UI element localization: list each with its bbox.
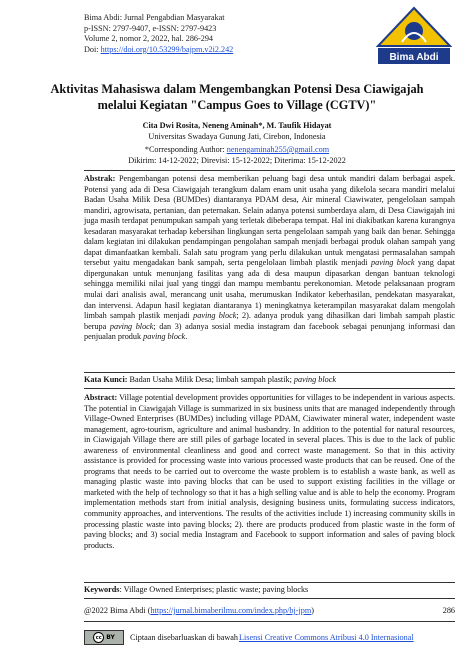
abstrak-label: Abstrak: xyxy=(84,174,116,183)
journal-volume: Volume 2, nomor 2, 2022, hal. 286-294 xyxy=(84,34,214,44)
kata-kunci-line: Kata Kunci: Badan Usaha Milik Desa; limbah sampah plastik; paving block xyxy=(84,375,336,384)
journal-name: Bima Abdi: Jurnal Pengabdian Masyarakat xyxy=(84,13,225,22)
journal-url-link[interactable]: https://jurnal.bimaberilmu.com/index.php/bj-jpm xyxy=(150,606,312,615)
doi-link[interactable]: https://doi.org/10.53299/bajpm.v2i2.242 xyxy=(100,44,234,54)
abstrak-paragraph: Abstrak: Pengembangan potensi desa memberikan peluang bagi desa untuk mandiri dalam berbagai aspek. Potensi yang ada di Desa Ciawigajah terangkum dalam enam unit usaha yang dikelola secara mandiri melalui Badan Usaha Milik Desa (BUMDes) diantaranya PDAM desa, Air mineral Ciawiwater, pengelolaan sampah mandiri, agrowisata, pertanian, dan peternakan. Selain adanya potensi sumberdaya alam, di Desa Ciawigajah ini juga masih terdapat penumpukan sampah yang terletak dibeberapa tempat. Hal ini diakibatkan karena kurangnya kesadaran masyarakat terhadap kebersihan lingkungan serta pengelolaan sampah yang baik dan benar. Sehingga dalam kegiatan ini dilakukan pendampingan pengolahan sampah menjadi berbagai produk olahan sampah yang dapat dimanfaatkan kembali. Salah satu program yang perlu dilakukan untuk mengatasi permasalahan sampah tersebut yaitu mengadakan bank sampah, serta pengelolaan limbah plastik menjadi paving block yang dapat dipergunakan untuk menunjang fasilitas yang ada di desa maupun dipasarkan dengan bantuan teknologi sehingga memiliki nilai jual yang tinggi dan mampu membantu perekonomian. Metode pelaksanaan program mulai dari analisis awal, merancang unit usaha, merumuskan Indikator keberhasilan, pendekatan masyarakat, dan intervensi. Adapun hasil kegiatan diantaranya 1) meningkatnya keterampilan masyarakat dalam mengolah limbah sampah plastik menjadi paving block; 2). adanya produk yang dihasilkan dari limbah sampah plastic berupa paving block; dan 3) adanya sosial media instagram dan facebook sebagai penunjang informasi dan penjualan produk paving block. xyxy=(84,174,456,342)
creative-commons-badge-icon: cc BY xyxy=(84,630,124,645)
divider-kata-kunci-bottom xyxy=(84,388,455,389)
abstract-label: Abstract: xyxy=(84,393,118,402)
corresponding-email-link[interactable]: nenengaminah255@gmail.com xyxy=(226,145,330,154)
divider-keywords-top xyxy=(84,582,455,583)
divider-footer xyxy=(84,621,455,622)
author-block xyxy=(40,121,434,142)
keywords-line: Keywords: Village Owned Enterprises; plastic waste; paving blocks xyxy=(84,585,309,594)
divider-keywords-bottom xyxy=(84,598,455,599)
license-line xyxy=(84,630,414,645)
journal-header xyxy=(84,13,233,55)
submission-dates: Dikirim: 14-12-2022; Direvisi: 15-12-2022; Diterima: 15-12-2022 xyxy=(128,155,346,165)
author-names: Cita Dwi Rosita, Neneng Aminah*, M. Taufik Hidayat xyxy=(142,121,332,130)
affiliation: Universitas Swadaya Gunung Jati, Cirebon, Indonesia xyxy=(148,131,326,141)
divider-top xyxy=(84,170,455,171)
journal-doi: Doi: https://doi.org/10.53299/bajpm.v2i2.242 xyxy=(84,44,234,54)
abstract-paragraph: Abstract: Village potential development provides opportunities for villages to be independent in various aspects. The potential in Ciawigajah Village is summarized in six business units that are managed independently through Village-Owned Enterprises (BUMDes) including village PDAM, Ciawiwater mineral water, independent waste management, agro-tourism, agriculture and animal husbandry. In addition to the potential for natural resources, in Ciawigajah Village there are still piles of garbage located in several places. This is due to the lack of public awareness of environmental cleanliness and good and correct waste management. So that in this activity assistance is provided for processing waste into various processed waste products that can be reused. One of the programs that needs to be carried out to overcome the waste problem is to establish a waste bank, as well as managing plastic waste into paving blocks that can be used to support existing facilities in the village or marketed with the help of technology so that it has a high selling value and is able to help the economy. Program implementation methods start from initial analysis, designing business units, formulating success indicators, community approaches, and interventions. The results of the activities include 1) increasing community skills in processing plastic waste into paving blocks; 2). there are products produced from plastic waste in the form of paving blocks; and 3) social media Instagram and Facebook to support information and sales of paving block products. xyxy=(84,393,455,550)
page-footer: @2022 Bima Abdi (https://jurnal.bimaberilmu.com/index.php/bj-jpm) 286 xyxy=(84,606,455,615)
divider-kata-kunci-top xyxy=(84,372,455,373)
bima-abdi-logo-icon xyxy=(376,6,452,68)
corresponding-author: *Corresponding Author: nenengaminah255@gmail.com xyxy=(144,145,330,154)
license-link[interactable]: Lisensi Creative Commons Atribusi 4.0 Internasional xyxy=(239,633,414,642)
article-title: Aktivitas Mahasiswa dalam Mengembangkan Potensi Desa Ciawigajah melalui Kegiatan "Campus Goes to Village (CGTV)" xyxy=(50,82,424,112)
page-number: 286 xyxy=(442,606,455,615)
logo-text: Bima Abdi xyxy=(389,52,439,63)
correspondence-block xyxy=(40,145,434,166)
journal-issn: p-ISSN: 2797-9407, e-ISSN: 2797-9423 xyxy=(84,23,217,33)
license-text: Ciptaan disebarluaskan di bawah xyxy=(130,633,238,642)
